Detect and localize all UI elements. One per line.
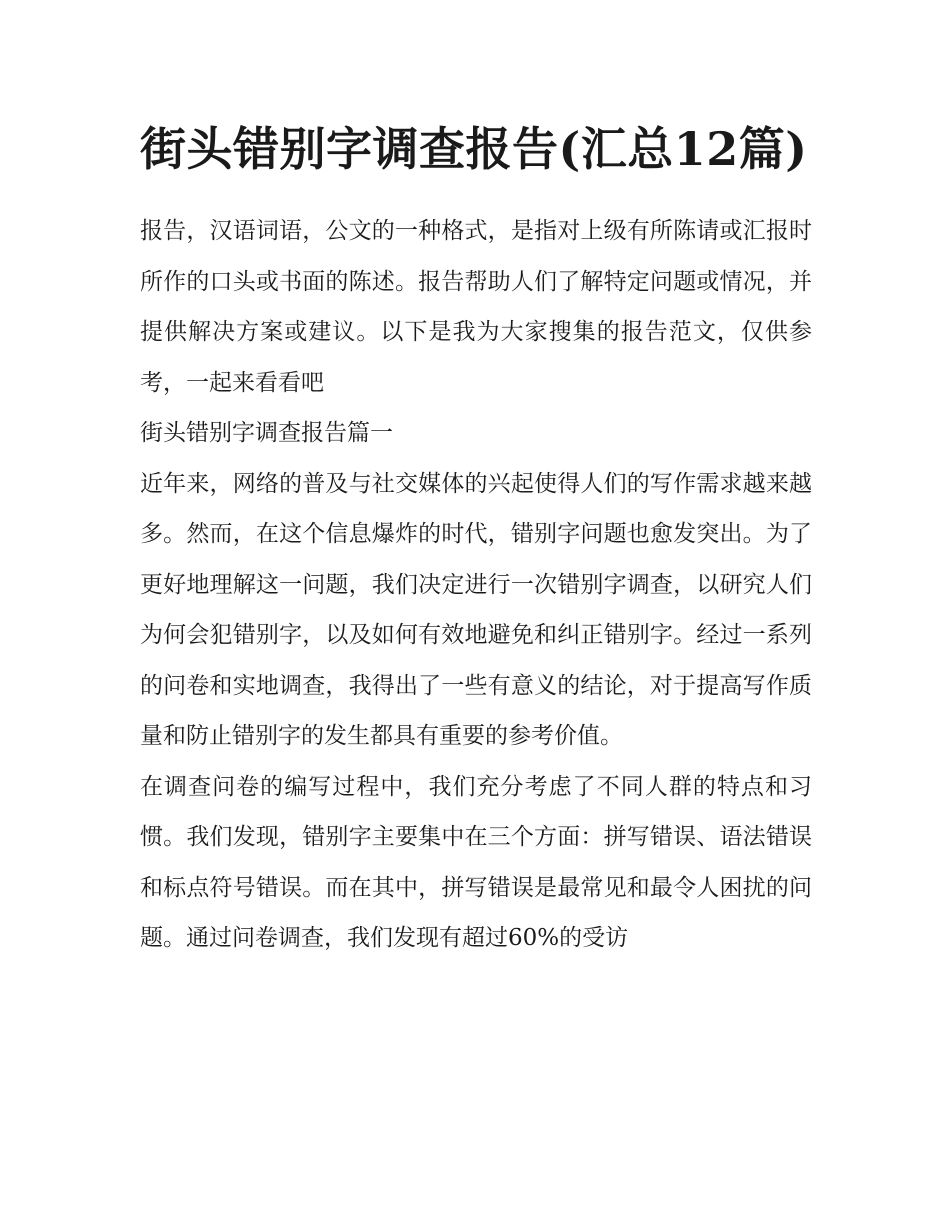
body-paragraph-1: 近年来，网络的普及与社交媒体的兴起使得人们的写作需求越来越多。然而，在这个信息爆炸的时代，错别字问题也愈发突出。为了更好地理解这一问题，我们决定进行一次错别字调查，以研究人们为何会犯错别字，以及如何有效地避免和纠正错别字。经过一系列的问卷和实地调查，我得出了一些有意义的结论，对于提高写作质量和防止错别字的发生都具有重要的参考价值。 [140,470,812,749]
document-title: 街头错别字调查报告(汇总12篇) [140,122,808,176]
intro-paragraph: 报告，汉语词语，公文的一种格式，是指对上级有所陈请或汇报时所作的口头或书面的陈述。报告帮助人们了解特定问题或情况，并提供解决方案或建议。以下是我为大家搜集的报告范文，仅供参考，一起来看看吧 [140,218,812,396]
document-page [140,112,812,964]
title-spacing [140,186,812,206]
section-heading: 街头错别字调查报告篇一 [140,420,393,446]
body-paragraph-2: 在调查问卷的编写过程中，我们充分考虑了不同人群的特点和习惯。我们发现，错别字主要集中在三个方面：拼写错误、语法错误和标点符号错误。而在其中，拼写错误是最常见和最令人困扰的问题。通过问卷调查，我们发现有超过60%的受访 [140,773,812,951]
